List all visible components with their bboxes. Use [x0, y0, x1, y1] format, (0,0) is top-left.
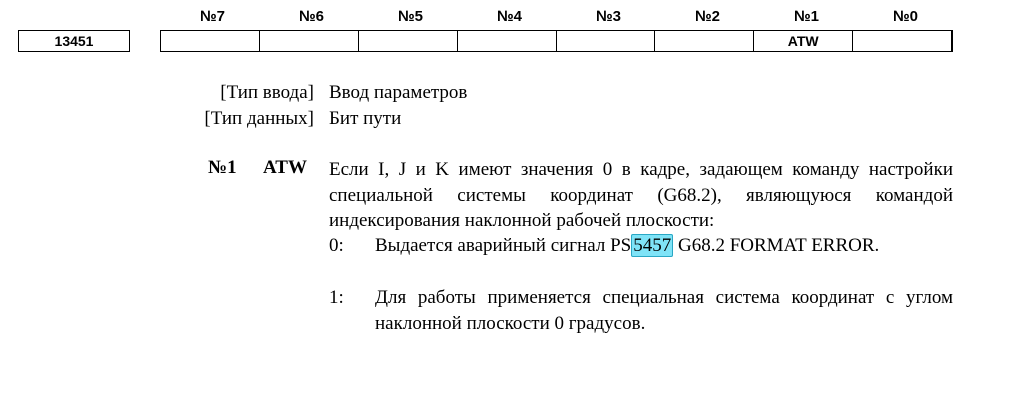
- bit-header-2: №2: [694, 8, 721, 25]
- bit-header-4: №4: [496, 8, 523, 25]
- bit-cell-4: [458, 31, 557, 51]
- bit-header-7: №7: [199, 8, 226, 25]
- bit-cell-5: [359, 31, 458, 51]
- option-0-text: [375, 233, 953, 259]
- data-type-value: Бит пути: [329, 108, 402, 129]
- parameter-number: 13451: [18, 30, 130, 52]
- bit-header-1: №1: [793, 8, 820, 25]
- bit-header-0: №0: [892, 8, 919, 25]
- bit-number: №1: [208, 157, 237, 178]
- bit-table-row: [160, 30, 953, 52]
- bit-cell-7: [161, 31, 260, 51]
- bit-name: ATW: [263, 157, 307, 178]
- bit-cell-3: [557, 31, 656, 51]
- option-1-number: 1:: [329, 287, 344, 308]
- option-0: [329, 233, 953, 259]
- search-highlight: 5457: [633, 235, 672, 256]
- input-type-label: [Тип ввода]: [220, 82, 314, 103]
- bit-cell-1: ATW: [754, 31, 853, 51]
- bit-header-6: №6: [298, 8, 325, 25]
- bit-cell-6: [260, 31, 359, 51]
- bit-header-3: №3: [595, 8, 622, 25]
- option-0-text-before: Выдается аварийный сигнал PS: [375, 235, 632, 256]
- bit-cell-2: [655, 31, 754, 51]
- option-0-text-after: G68.2 FORMAT ERROR.: [673, 235, 880, 256]
- option-1: [329, 285, 953, 336]
- bit-header-5: №5: [397, 8, 424, 25]
- option-1-text: Для работы применяется специальная система координат с углом наклонной плоскости 0 градусов.: [375, 287, 953, 334]
- bit-cell-0: [853, 31, 951, 51]
- input-type-value: Ввод параметров: [329, 82, 468, 103]
- option-0-number: 0:: [329, 235, 344, 256]
- bit-description: Если I, J и K имеют значения 0 в кадре, задающем команду настройки специальной системы координат (G68.2), являющуюся командой индексирования наклонной рабочей плоскости:: [329, 159, 953, 231]
- data-type-label: [Тип данных]: [204, 108, 314, 129]
